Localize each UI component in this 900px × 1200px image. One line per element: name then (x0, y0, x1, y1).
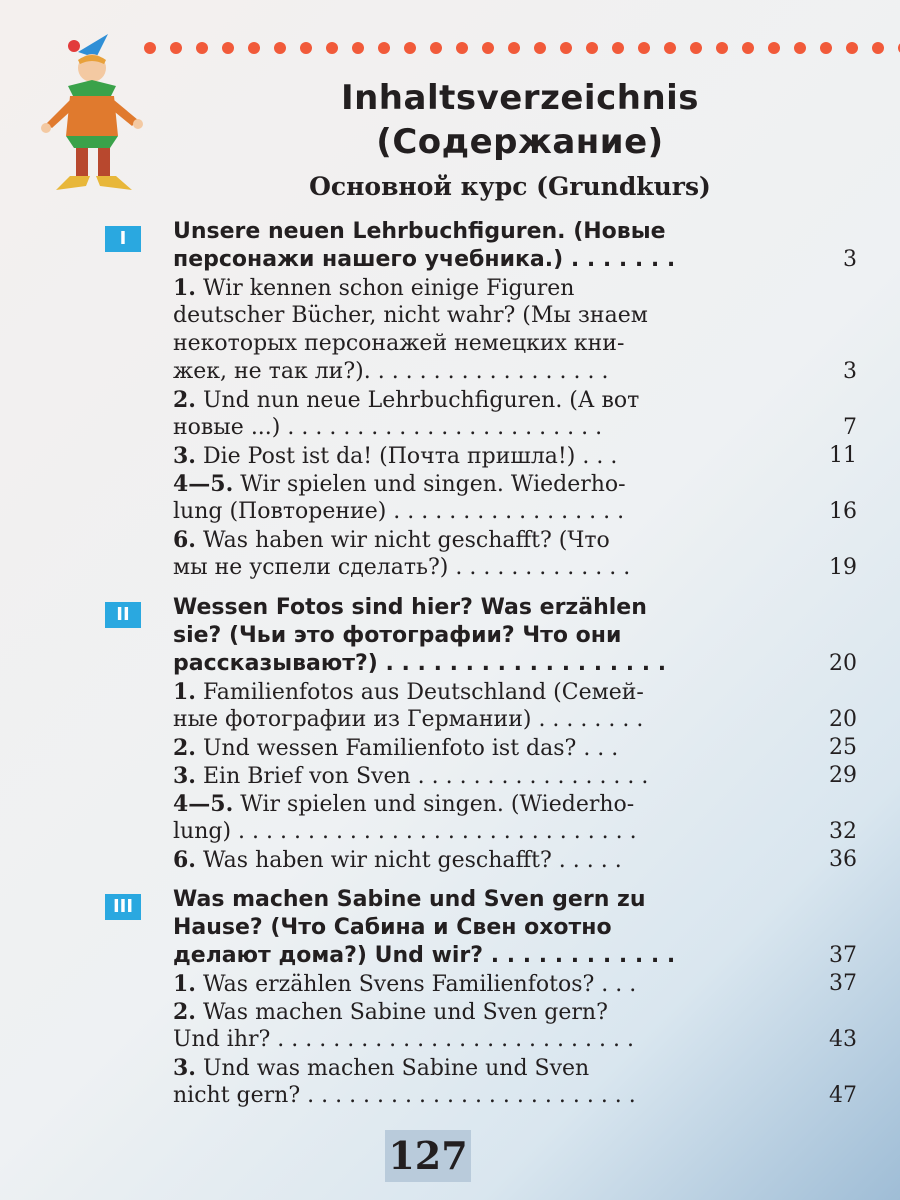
toc-entry[interactable] (103, 970, 863, 998)
decorative-dot (690, 42, 702, 54)
entry-text: Was machen Sabine und Sven gern? (202, 1000, 608, 1025)
decorative-dot (430, 42, 442, 54)
entry-page-number: 32 (829, 819, 857, 844)
entry-text: Wir kennen schon einige Figuren (202, 276, 575, 301)
entry-text: жек, не так ли?). . . . . . . . . . . . . . . . . . (173, 359, 609, 384)
entry-page-number: 37 (829, 971, 857, 996)
course-heading: Основной курс (Grundkurs) (309, 172, 711, 201)
entry-page-number: 29 (829, 763, 857, 788)
unit-page-number: 37 (829, 943, 857, 968)
entry-page-number: 19 (829, 555, 857, 580)
toc-entry[interactable] (103, 734, 863, 762)
decorative-dot (274, 42, 286, 54)
decorative-dot (664, 42, 676, 54)
decorative-dot (768, 42, 780, 54)
entry-text: Und nun neue Lehrbuchfiguren. (А вот (202, 388, 640, 413)
unit-title-line (103, 594, 863, 622)
entry-line (103, 998, 863, 1026)
table-of-contents (103, 218, 863, 1122)
entry-line (103, 554, 863, 582)
unit-title-text: Unsere neuen Lehrbuchfiguren. (Новые (173, 219, 666, 244)
entry-line (103, 678, 863, 706)
entry-number: 3. (173, 1055, 196, 1081)
entry-page-number: 20 (829, 707, 857, 732)
entry-line (103, 386, 863, 414)
decorative-dot-border (40, 38, 900, 58)
decorative-dot (404, 42, 416, 54)
entry-number: 4—5. (173, 791, 234, 817)
entry-text: lung) . . . . . . . . . . . . . . . . . . . . . . . . . . . . . (173, 819, 637, 844)
unit-title-text: Was machen Sabine und Sven gern zu (173, 887, 646, 912)
unit-title-line (103, 914, 863, 942)
entry-text: Was haben wir nicht geschafft? (Что (202, 528, 610, 553)
toc-unit (103, 886, 863, 1110)
entry-line (103, 498, 863, 526)
entry-number: 3. (173, 443, 196, 469)
decorative-dot (846, 42, 858, 54)
decorative-dot (326, 42, 338, 54)
toc-entry[interactable] (103, 762, 863, 790)
unit-heading[interactable] (103, 886, 863, 970)
entry-line (103, 970, 863, 998)
toc-entry[interactable] (103, 274, 863, 386)
toc-entry[interactable] (103, 846, 863, 874)
entry-text: lung (Повторение) . . . . . . . . . . . . . . . . . (173, 499, 625, 524)
page-title-translation: (Содержание) (376, 122, 664, 162)
unit-title-line (103, 622, 863, 650)
unit-title-text: делают дома?) Und wir? . . . . . . . . . . . . (173, 943, 676, 968)
decorative-dot (794, 42, 806, 54)
entry-text: Wir spielen und singen. (Wiederho- (240, 792, 635, 817)
entry-line (103, 330, 863, 358)
entry-text: Familienfotos aus Deutschland (Семей- (202, 680, 644, 705)
decorative-dot (872, 42, 884, 54)
toc-entry[interactable] (103, 526, 863, 582)
entry-line (103, 1026, 863, 1054)
entry-text: Was erzählen Svens Familienfotos? . . . (202, 972, 637, 997)
decorative-dot (482, 42, 494, 54)
unit-title-text: Hause? (Что Сабина и Свен охотно (173, 915, 612, 940)
entry-number: 1. (173, 971, 196, 997)
decorative-dot (352, 42, 364, 54)
unit-title-text: sie? (Чьи это фотографии? Что они (173, 623, 622, 648)
entry-text: deutscher Bücher, nicht wahr? (Мы знаем (173, 303, 648, 328)
entry-text: ные фотографии из Германии) . . . . . . . . (173, 707, 644, 732)
toc-entry[interactable] (103, 442, 863, 470)
decorative-dot (820, 42, 832, 54)
entry-line (103, 526, 863, 554)
page-number: 127 (385, 1130, 471, 1182)
entry-line (103, 1082, 863, 1110)
unit-title-line (103, 650, 863, 678)
entry-line (103, 1054, 863, 1082)
decorative-dot (456, 42, 468, 54)
entry-line (103, 302, 863, 330)
decorative-dot (222, 42, 234, 54)
decorative-dot (716, 42, 728, 54)
decorative-dot (378, 42, 390, 54)
unit-page-number: 20 (829, 651, 857, 676)
entry-page-number: 47 (829, 1083, 857, 1108)
unit-title-text: Wessen Fotos sind hier? Was erzählen (173, 595, 647, 620)
decorative-dot (534, 42, 546, 54)
entry-text: Die Post ist da! (Почта пришла!) . . . (202, 444, 618, 469)
unit-badge: I (105, 226, 141, 252)
decorative-dot (612, 42, 624, 54)
entry-line (103, 790, 863, 818)
entry-line (103, 846, 863, 874)
entry-text: Und ihr? . . . . . . . . . . . . . . . . . . . . . . . . . . (173, 1027, 634, 1052)
toc-entry[interactable] (103, 470, 863, 526)
entry-page-number: 25 (829, 735, 857, 760)
decorative-dot (742, 42, 754, 54)
toc-unit (103, 594, 863, 874)
page-title: Inhaltsverzeichnis (340, 78, 700, 118)
entry-number: 6. (173, 527, 196, 553)
unit-title-text: рассказывают?) . . . . . . . . . . . . . . . . . . (173, 651, 667, 676)
entry-number: 2. (173, 999, 196, 1025)
entry-line (103, 706, 863, 734)
toc-unit (103, 218, 863, 582)
entry-line (103, 734, 863, 762)
toc-entry[interactable] (103, 386, 863, 442)
entry-page-number: 3 (843, 359, 857, 384)
entry-page-number: 36 (829, 847, 857, 872)
entry-number: 4—5. (173, 471, 234, 497)
entry-number: 6. (173, 847, 196, 873)
decorative-dot (248, 42, 260, 54)
entry-number: 1. (173, 275, 196, 301)
decorative-dot (196, 42, 208, 54)
decorative-dot (170, 42, 182, 54)
entry-line (103, 414, 863, 442)
unit-title-text: персонажи нашего учебника.) . . . . . . . (173, 247, 676, 272)
entry-number: 2. (173, 735, 196, 761)
unit-heading[interactable] (103, 594, 863, 678)
entry-page-number: 7 (843, 415, 857, 440)
toc-entry[interactable] (103, 790, 863, 846)
decorative-dot (300, 42, 312, 54)
gnome-character-illustration (20, 24, 150, 199)
toc-entry[interactable] (103, 998, 863, 1054)
entry-text: Wir spielen und singen. Wiederho- (240, 472, 626, 497)
entry-line (103, 818, 863, 846)
entry-text: Was haben wir nicht geschafft? . . . . . (202, 848, 622, 873)
entry-text: новые ...) . . . . . . . . . . . . . . . . . . . . . . . (173, 415, 603, 440)
unit-badge: II (105, 602, 141, 628)
decorative-dot (560, 42, 572, 54)
entry-line (103, 358, 863, 386)
unit-title-line (103, 942, 863, 970)
toc-entry[interactable] (103, 678, 863, 734)
unit-title-line (103, 246, 863, 274)
entry-line (103, 442, 863, 470)
unit-page-number: 3 (843, 247, 857, 272)
entry-line (103, 274, 863, 302)
entry-text: Ein Brief von Sven . . . . . . . . . . . . . . . . . (202, 764, 649, 789)
decorative-dot (586, 42, 598, 54)
entry-text: Und was machen Sabine und Sven (202, 1056, 590, 1081)
entry-text: некоторых персонажей немецких кни- (173, 331, 625, 356)
unit-heading[interactable] (103, 218, 863, 274)
decorative-dot (638, 42, 650, 54)
entry-page-number: 16 (829, 499, 857, 524)
entry-line (103, 762, 863, 790)
entry-number: 3. (173, 763, 196, 789)
entry-text: мы не успели сделать?) . . . . . . . . . . . . . (173, 555, 631, 580)
entry-text: Und wessen Familienfoto ist das? . . . (202, 736, 619, 761)
entry-page-number: 43 (829, 1027, 857, 1052)
entry-number: 1. (173, 679, 196, 705)
entry-page-number: 11 (829, 443, 857, 468)
unit-title-line (103, 218, 863, 246)
entry-line (103, 470, 863, 498)
toc-entry[interactable] (103, 1054, 863, 1110)
entry-text: nicht gern? . . . . . . . . . . . . . . . . . . . . . . . . (173, 1083, 636, 1108)
unit-badge: III (105, 894, 141, 920)
unit-title-line (103, 886, 863, 914)
entry-number: 2. (173, 387, 196, 413)
decorative-dot (508, 42, 520, 54)
